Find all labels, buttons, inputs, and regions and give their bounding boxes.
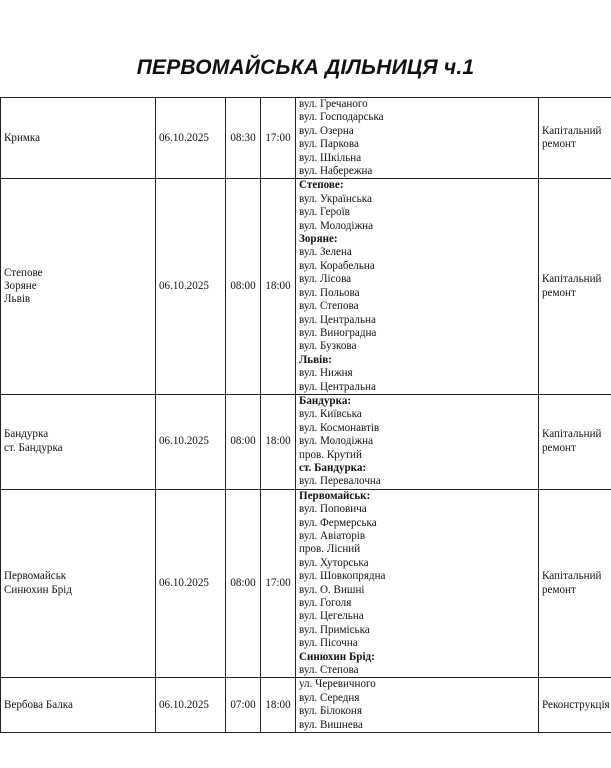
end-time: 17:00 (265, 131, 291, 144)
date-cell (156, 394, 226, 489)
settlement-heading: Степове: (299, 179, 344, 192)
locality-name: Зоряне (4, 279, 37, 292)
street-name: вул. Київська (299, 408, 362, 421)
street-name: вул. Середня (299, 691, 360, 704)
end-time-cell (261, 394, 296, 489)
date-cell (156, 678, 226, 733)
settlement-heading: Львів: (299, 353, 332, 366)
start-time: 07:00 (230, 698, 256, 711)
streets-cell (296, 489, 539, 678)
street-name: вул. Зелена (299, 246, 352, 259)
street-name: вул. Білоконя (299, 705, 362, 718)
locality-cell (1, 98, 156, 179)
end-time-cell (261, 489, 296, 678)
outage-date: 06.10.2025 (159, 279, 209, 292)
locality-cell (1, 179, 156, 395)
locality-name: Степове (4, 266, 43, 279)
work-type-cell (539, 678, 611, 733)
locality-cell (1, 394, 156, 489)
locality-name: Вербова Балка (4, 698, 73, 711)
street-name: вул. Степова (299, 300, 359, 313)
street-name: вул. Центральна (299, 313, 376, 326)
locality-name: Кримка (4, 131, 41, 144)
street-name: вул. Господарська (299, 111, 384, 124)
settlement-heading: Синюхин Брід: (299, 650, 375, 663)
street-name: вул. Набережна (299, 165, 373, 178)
street-name: вул. Молодіжна (299, 435, 374, 448)
street-name: вул. Центральна (299, 380, 376, 393)
street-name: вул. Хуторська (299, 556, 369, 569)
table-row (1, 394, 611, 489)
start-time-cell (226, 678, 261, 733)
settlement-heading: Зоряне: (299, 233, 338, 246)
streets-cell (296, 98, 539, 179)
street-name: вул. Шовкопрядна (299, 570, 386, 583)
work-type: ремонт (542, 583, 576, 596)
work-type: ремонт (542, 286, 576, 299)
start-time-cell (226, 179, 261, 395)
start-time: 08:00 (230, 576, 256, 589)
street-name: вул. Лісова (299, 273, 352, 286)
work-type: Реконструкція (542, 698, 610, 711)
outage-date: 06.10.2025 (159, 435, 209, 448)
locality-name: ст. Бандурка (4, 441, 63, 454)
end-time: 18:00 (265, 698, 291, 711)
work-type-cell (539, 394, 611, 489)
streets-cell (296, 678, 539, 733)
locality-cell (1, 678, 156, 733)
table-row (1, 678, 611, 733)
end-time-cell (261, 98, 296, 179)
street-name: вул. Паркова (299, 138, 359, 151)
end-time-cell (261, 179, 296, 395)
start-time-cell (226, 98, 261, 179)
schedule-body (1, 98, 611, 733)
street-name: вул. Українська (299, 192, 372, 205)
outage-date: 06.10.2025 (159, 576, 209, 589)
street-name: вул. Пісочна (299, 637, 358, 650)
end-time: 18:00 (265, 435, 291, 448)
street-name: вул. Шкільна (299, 151, 362, 164)
table-row (1, 489, 611, 678)
work-type-cell (539, 489, 611, 678)
start-time: 08:00 (230, 279, 256, 292)
street-name: вул. О. Вишні (299, 583, 365, 596)
street-name: вул. Космонавтів (299, 421, 380, 434)
locality-name: Первомайськ (4, 570, 67, 583)
schedule-table (0, 97, 611, 733)
work-type: ремонт (542, 441, 576, 454)
start-time: 08:30 (230, 131, 256, 144)
street-name: вул. Польова (299, 286, 360, 299)
locality-name: Синюхин Брід (4, 583, 72, 596)
end-time-cell (261, 678, 296, 733)
table-row (1, 179, 611, 395)
settlement-heading: ст. Бандурка: (299, 461, 367, 474)
street-name: вул. Приміська (299, 623, 370, 636)
street-name: вул. Поповича (299, 503, 367, 516)
work-type: ремонт (542, 138, 576, 151)
street-name: вул. Молодіжна (299, 219, 374, 232)
street-name: вул. Степова (299, 664, 359, 677)
street-name: пров. Лісний (299, 543, 361, 556)
outage-date: 06.10.2025 (159, 698, 209, 711)
street-name: ул. Черевичного (299, 678, 376, 691)
street-name: вул. Цегельна (299, 610, 364, 623)
settlement-heading: Бандурка: (299, 394, 352, 407)
locality-cell (1, 489, 156, 678)
date-cell (156, 179, 226, 395)
street-name: вул. Вишнева (299, 718, 363, 731)
locality-name: Львів (4, 293, 31, 306)
street-name: вул. Фермерська (299, 516, 377, 529)
work-type-cell (539, 179, 611, 395)
street-name: вул. Героїв (299, 206, 350, 219)
date-cell (156, 98, 226, 179)
street-name: вул. Нижня (299, 367, 353, 380)
start-time-cell (226, 394, 261, 489)
end-time: 18:00 (265, 279, 291, 292)
locality-name: Бандурка (4, 428, 49, 441)
settlement-heading: Первомайськ: (299, 489, 371, 502)
street-name: вул. Гречаного (299, 98, 368, 110)
street-name: пров. Крутий (299, 448, 362, 461)
street-name: вул. Перевалочна (299, 475, 381, 488)
work-type: Капітальний (542, 273, 602, 286)
streets-cell (296, 179, 539, 395)
outage-date: 06.10.2025 (159, 131, 209, 144)
page-title: ПЕРВОМАЙСЬКА ДІЛЬНИЦЯ ч.1 (136, 56, 475, 79)
street-name: вул. Авіаторів (299, 530, 366, 542)
table-row (1, 98, 611, 179)
start-time-cell (226, 489, 261, 678)
work-type-cell (539, 98, 611, 179)
street-name: вул. Озерна (299, 124, 354, 137)
street-name: вул. Корабельна (299, 259, 375, 272)
end-time: 17:00 (265, 576, 291, 589)
work-type: Капітальний (542, 428, 602, 441)
work-type: Капітальний (542, 124, 602, 137)
street-name: вул. Виноградна (299, 326, 377, 339)
start-time: 08:00 (230, 435, 256, 448)
streets-cell (296, 394, 539, 489)
street-name: вул. Гоголя (299, 597, 352, 610)
date-cell (156, 489, 226, 678)
street-name: вул. Бузкова (299, 340, 357, 353)
work-type: Капітальний (542, 570, 602, 583)
